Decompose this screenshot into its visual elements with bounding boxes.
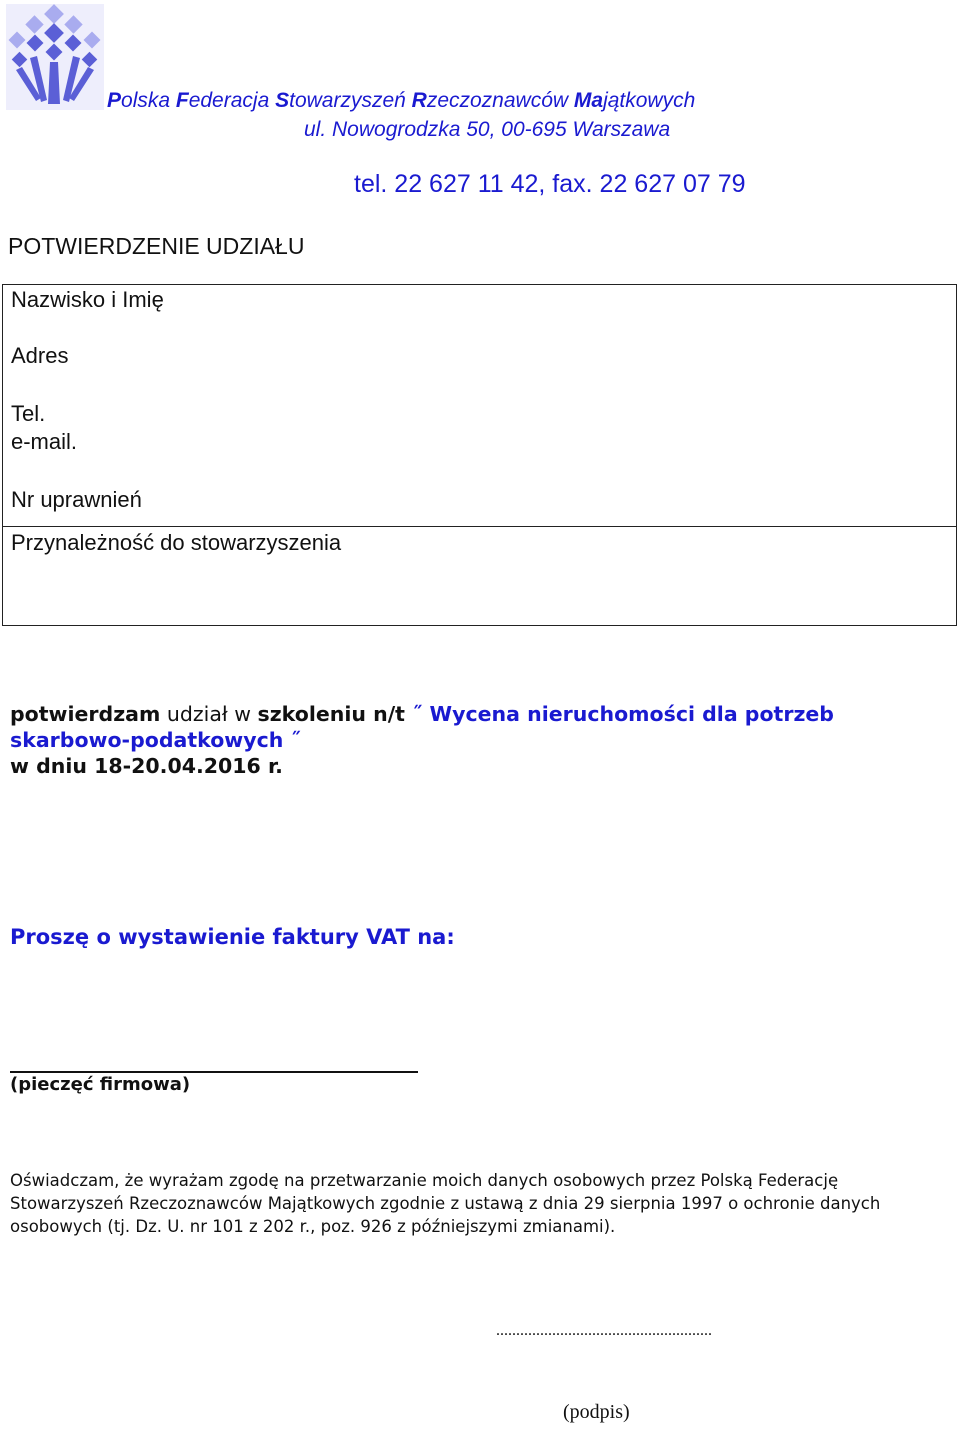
email-field-label: e-mail.	[11, 429, 78, 454]
confirm-lead: potwierdzam	[10, 702, 161, 726]
org-name-word: Stowarzyszeń	[275, 89, 412, 112]
company-stamp-label: (pieczęć firmowa)	[10, 1074, 191, 1095]
address-field-label: Adres	[11, 343, 69, 368]
org-name-word: Polska	[107, 89, 176, 112]
name-field-label: Nazwisko i Imię	[11, 287, 164, 312]
quote-open: ˝	[404, 702, 430, 726]
document-title: POTWIERDZENIE UDZIAŁU	[8, 233, 305, 259]
phone-field-label: Tel.	[11, 401, 46, 426]
training-date: w dniu 18-20.04.2016 r.	[10, 754, 283, 778]
organization-phone: tel. 22 627 11 42, fax. 22 627 07 79	[354, 170, 746, 198]
stamp-line	[10, 1071, 418, 1073]
org-name-word: Majątkowych	[573, 89, 696, 112]
confirm-training: szkoleniu n/t	[257, 702, 405, 726]
confirm-middle: udział w	[160, 702, 258, 726]
invoice-request: Proszę o wystawienie faktury VAT na:	[10, 925, 455, 949]
license-number-label: Nr uprawnień	[11, 487, 142, 512]
federation-logo	[6, 4, 104, 110]
org-name-word: Federacja	[175, 89, 276, 112]
organization-address: ul. Nowogrodzka 50, 00-695 Warszawa	[304, 118, 671, 141]
org-name-word: Rzeczoznawców	[411, 89, 574, 112]
signature-label: (podpis)	[563, 1401, 630, 1423]
form-divider	[3, 526, 956, 527]
training-topic: Wycena nieruchomości dla potrzeb skarbowo-podatkowych	[10, 702, 834, 752]
quote-close: ˝	[283, 728, 301, 752]
participation-confirmation	[10, 701, 950, 779]
membership-label: Przynależność do stowarzyszenia	[11, 530, 342, 555]
data-processing-consent: Oświadczam, że wyrażam zgodę na przetwarzanie moich danych osobowych przez Polską Federację Stowarzyszeń Rzeczoznawców Majątkowych zgodnie z ustawą z dnia 29 sierpnia 1997 o ochronie danych osobowych (tj. Dz. U. nr 101 z 202 r., poz. 926 z późniejszymi zmianami).	[10, 1171, 881, 1236]
signature-line: ......................................................	[496, 1322, 712, 1339]
organization-name	[107, 89, 695, 113]
participant-form	[2, 284, 957, 626]
